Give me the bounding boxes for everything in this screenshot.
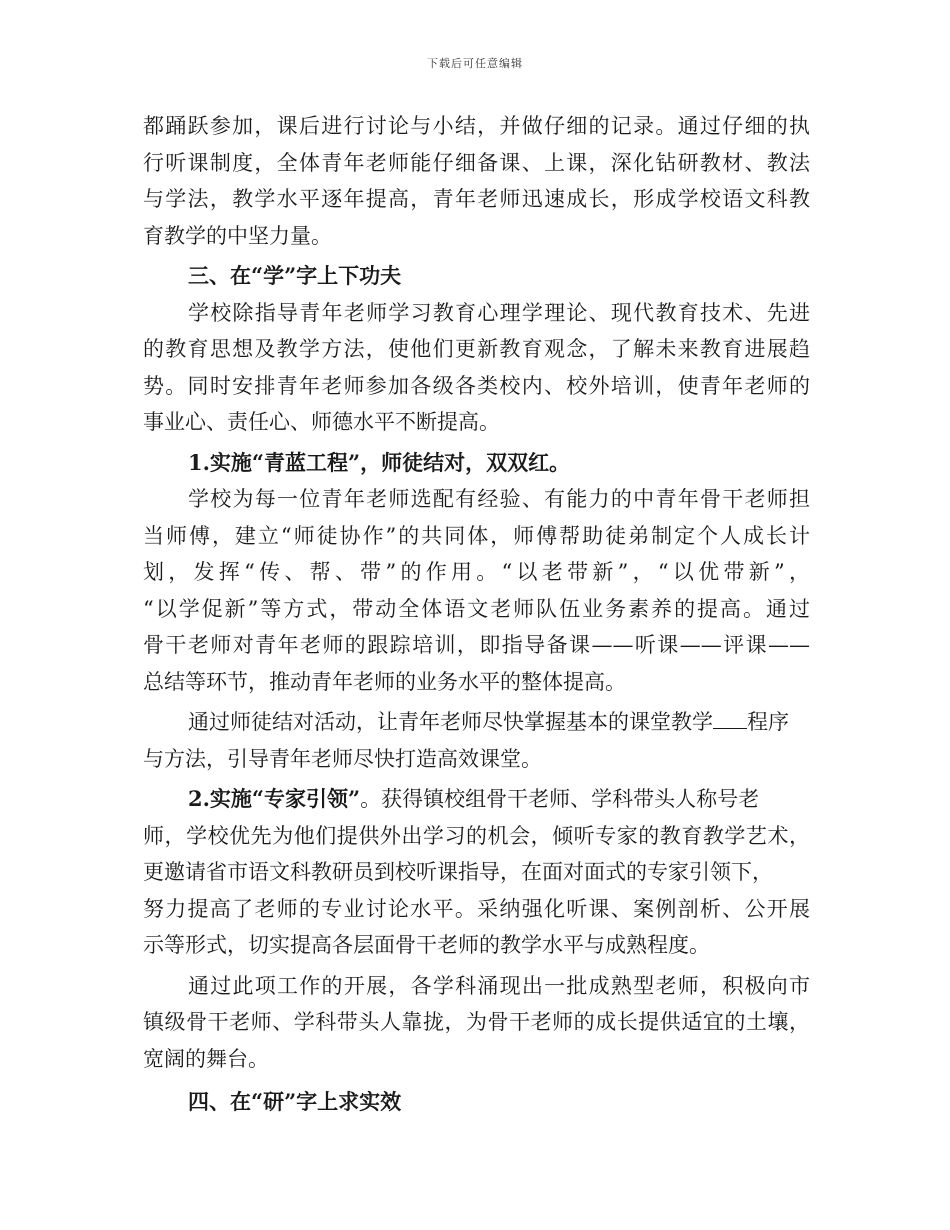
text-line: 都踊跃参加，课后进行讨论与小结，并做仔细的记录。通过仔细的执: [143, 114, 810, 138]
paragraph-expert-guidance: [143, 781, 810, 964]
text-line: [143, 781, 810, 818]
text-line: 划，发挥“传、帮、带”的作用。“以老带新”，“以优带新”，: [143, 560, 810, 584]
text-line: 镇级骨干老师、学科带头人靠拢，为骨干老师的成长提供适宜的土壤，: [143, 1010, 810, 1034]
text-line: 学校为每一位青年老师选配有经验、有能力的中青年骨干老师担: [188, 487, 810, 511]
text-line: 学校除指导青年老师学习教育心理学理论、现代教育技术、先进: [188, 300, 810, 325]
text-line: 更邀请省市语文科教研员到校听课指导，在面对面式的专家引领下，: [143, 860, 773, 884]
text-run: 通过师徒结对活动，让青年老师尽快掌握基本的课堂教学: [188, 710, 713, 734]
text-line: 与方法，引导青年老师尽快打造高效课堂。: [143, 746, 542, 771]
text-line: 示等形式，切实提高各层面骨干老师的教学水平与成熟程度。: [143, 933, 710, 957]
paragraph-outcomes: [143, 968, 810, 1078]
text-line: 育教学的中坚力量。: [143, 223, 332, 248]
text-line: 与学法，教学水平逐年提高，青年老师迅速成长，形成学校语文科教: [143, 187, 810, 211]
text-run: 。获得镇校组骨干老师、学科带头人称号老: [360, 787, 760, 811]
text-line: 当师傅，建立“师徒协作”的共同体，师傅帮助徒弟制定个人成长计: [143, 523, 810, 548]
section-heading-4: 四、在“研”字上求实效: [188, 1089, 402, 1114]
page-header-note: 下载后可任意编辑: [427, 57, 523, 70]
paragraph-learning: [143, 295, 810, 441]
document-body: [143, 108, 810, 1121]
text-line: “以学促新”等方式，带动全体语文老师队伍业务素养的提高。通过: [143, 596, 810, 621]
fill-blank: [713, 706, 747, 729]
text-line: 师，学校优先为他们提供外出学习的机会，倾听专家的教育教学艺术，: [143, 823, 810, 848]
text-line: 行听课制度，全体青年老师能仔细备课、上课，深化钻研教材、教法: [143, 150, 810, 175]
text-line: 努力提高了老师的专业讨论水平。采纳强化听课、案例剖析、公开展: [143, 896, 810, 921]
text-line: 通过此项工作的开展，各学科涌现出一批成熟型老师，积极向市: [188, 973, 810, 998]
text-line: 骨干老师对青年老师的跟踪培训，即指导备课——听课——评课——: [143, 633, 810, 657]
text-run: 程序: [747, 710, 789, 734]
paragraph-pairing-activity: [143, 704, 810, 777]
text-line: 事业心、责任心、师德水平不断提高。: [143, 410, 500, 434]
paragraph-continuation: [143, 108, 810, 254]
section-heading-3: 三、在“学”字上下功夫: [188, 263, 402, 288]
subheading-expert-guidance: 2.实施“专家引领”: [188, 786, 361, 811]
text-line: 的教育思想及教学方法，使他们更新教育观念，了解未来教育进展趋: [143, 337, 810, 361]
subheading-qinglan-project: 1.实施“青蓝工程”，师徒结对，双双红。: [188, 449, 571, 475]
text-line: 势。同时安排青年老师参加各级各类校内、校外培训，使青年老师的: [143, 373, 810, 398]
text-line: [143, 704, 810, 741]
text-line: 总结等环节，推动青年老师的业务水平的整体提高。: [143, 669, 626, 694]
text-line: 宽阔的舞台。: [143, 1046, 269, 1071]
paragraph-mentorship: [143, 481, 810, 700]
